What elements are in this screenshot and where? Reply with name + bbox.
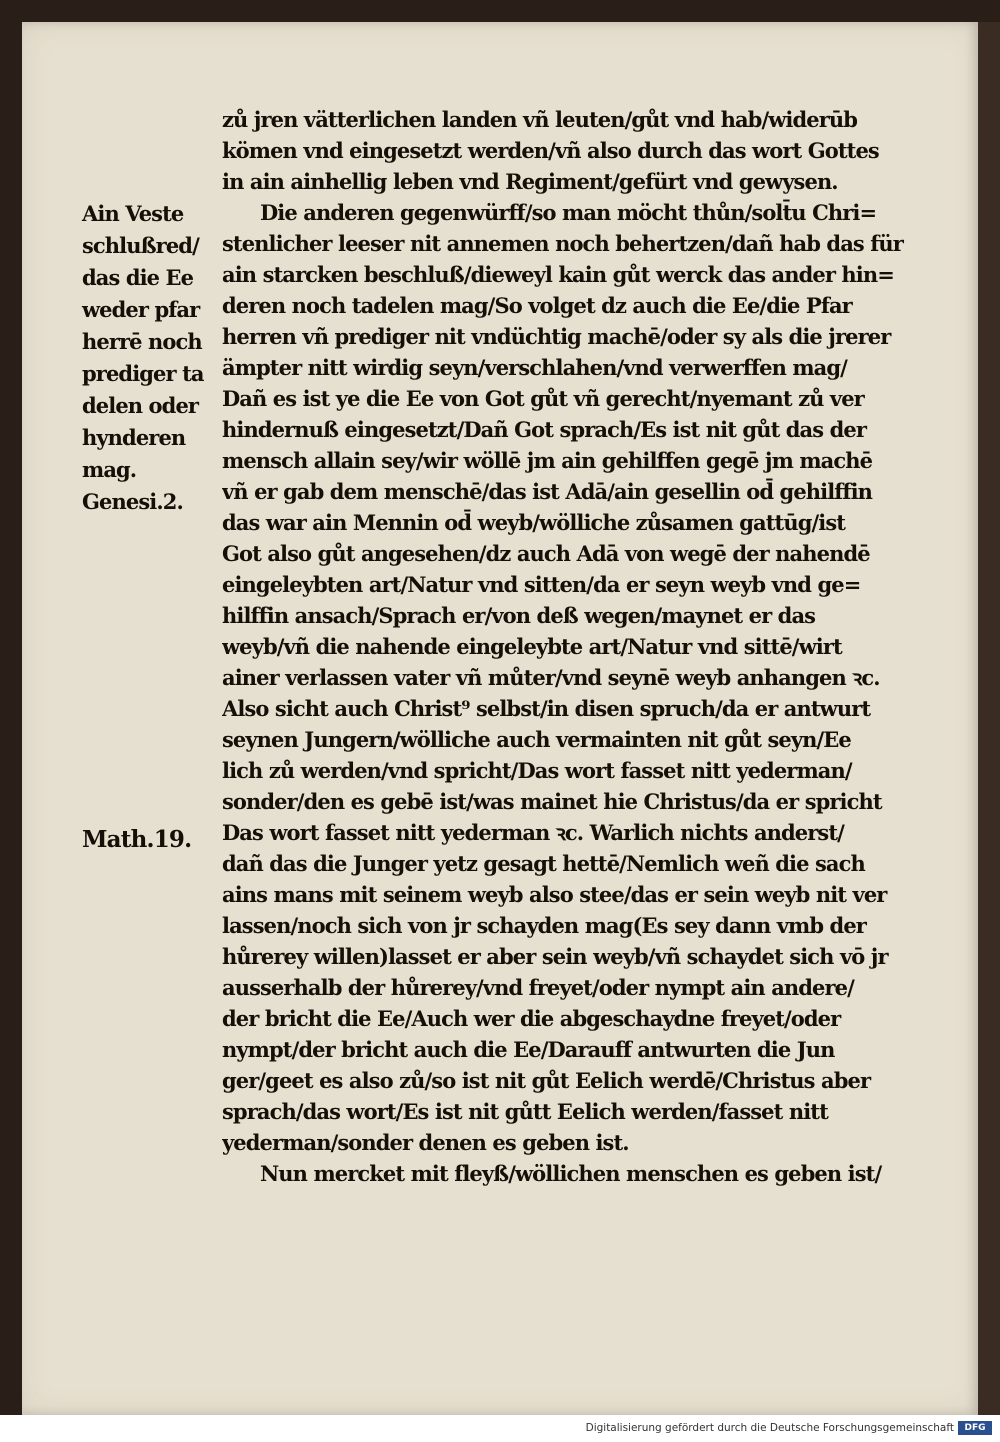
text-line: lich zů werden/vnd spricht/Das wort fasset nitt yederman/ [222,758,852,783]
footer-credit: Digitalisierung gefördert durch die Deutsche Forschungsgemeinschaft [585,1422,954,1434]
text-line: yederman/sonder denen es geben ist. [222,1130,629,1155]
text-line: ains mans mit seinem weyb also stee/das er sein weyb nit ver [222,882,887,907]
text-line: ain starcken beschluß/dieweyl kain gůt werck das ander hin= [222,262,894,287]
text-line: eingeleybten art/Natur vnd sitten/da er seyn weyb vnd ge= [222,572,861,597]
text-line: ämpter nitt wirdig seyn/verschlahen/vnd verwerffen mag/ [222,355,847,380]
text-line: lassen/noch sich von jr schayden mag(Es sey dann vmb der [222,913,866,938]
text-line: in ain ainhellig leben vnd Regiment/gefürt vnd gewysen. [222,169,838,194]
text-line: Also sicht auch Christ⁹ selbst/in disen spruch/da er antwurt [222,696,871,721]
margin-note [82,198,222,518]
dfg-logo-icon: DFG [958,1421,992,1435]
text-line: kömen vnd eingesetzt werden/vñ also durch das wort Gottes [222,138,879,163]
margin-reference: Math.19. [82,826,192,853]
text-line: weyb/vñ die nahende eingeleybte art/Natur vnd sittē/wirt [222,634,842,659]
text-line: seynen Jungern/wölliche auch vermainten nit gůt seyn/Ee [222,727,851,752]
text-line: das war ain Mennin od̄ weyb/wölliche zůsamen gattūg/ist [222,510,846,535]
text-line: Das wort fasset nitt yederman ꝛc. Warlich nichts anderst/ [222,820,844,845]
text-line: nympt/der bricht auch die Ee/Darauff antwurten die Jun [222,1037,835,1062]
text-line: dañ das die Junger yetz gesagt hettē/Nemlich weñ die sach [222,851,865,876]
text-line: mensch allain sey/wir wöllē jm ain gehilffen gegē jm machē [222,448,873,473]
text-line: Nun mercket mit fleyß/wöllichen menschen es geben ist/ [260,1161,882,1186]
text-line: hindernuß eingesetzt/Dañ Got sprach/Es ist nit gůt das der [222,417,867,442]
margin-note-line: prediger ta [82,361,204,386]
text-line: sprach/das wort/Es ist nit gůtt Eelich werden/fasset nitt [222,1099,828,1124]
text-line: ausserhalb der hůrerey/vnd freyet/oder nympt ain andere/ [222,975,854,1000]
text-line: herren vñ prediger nit vndüchtig machē/oder sy als die jrerer [222,324,891,349]
margin-note-line: schlußred/ [82,233,199,258]
text-line: sonder/den es gebē ist/was mainet hie Christus/da er spricht [222,789,882,814]
text-line: stenlicher leeser nit annemen noch behertzen/dañ hab das für [222,231,903,256]
margin-note-line: herrē noch [82,329,202,354]
text-line: hůrerey willen)lasset er aber sein weyb/vñ schaydet sich vō jr [222,944,888,969]
margin-note-line: Genesi.2. [82,489,183,514]
margin-note-line: Ain Veste [82,201,184,226]
text-line: Dañ es ist ye die Ee von Got gůt vñ gerecht/nyemant zů ver [222,386,864,411]
text-line: deren noch tadelen mag/So volget dz auch die Ee/die Pfar [222,293,852,318]
margin-note-line: mag. [82,457,137,482]
margin-note-line: weder pfar [82,297,200,322]
margin-note-line: das die Ee [82,265,194,290]
text-line: zů jren vätterlichen landen vñ leuten/gůt vnd hab/widerūb [222,107,858,132]
text-line: Die anderen gegenwürff/so man möcht thůn/solt̄u Chri= [260,200,877,225]
page-edge [978,22,1000,1415]
main-text-block [222,104,942,1189]
margin-note-line: delen oder [82,393,199,418]
footer-bar [0,1415,1000,1442]
text-line: hilffin ansach/Sprach er/von deß wegen/maynet er das [222,603,816,628]
text-line: ainer verlassen vater vñ můter/vnd seynē weyb anhangen ꝛc. [222,665,880,690]
text-line: vñ er gab dem menschē/das ist Adā/ain gesellin od̄ gehilffin [222,479,873,504]
margin-note-line: hynderen [82,425,186,450]
text-line: Got also gůt angesehen/dz auch Adā von wegē der nahendē [222,541,870,566]
text-line: der bricht die Ee/Auch wer die abgeschaydne freyet/oder [222,1006,841,1031]
text-line: ger/geet es also zů/so ist nit gůt Eelich werdē/Christus aber [222,1068,871,1093]
